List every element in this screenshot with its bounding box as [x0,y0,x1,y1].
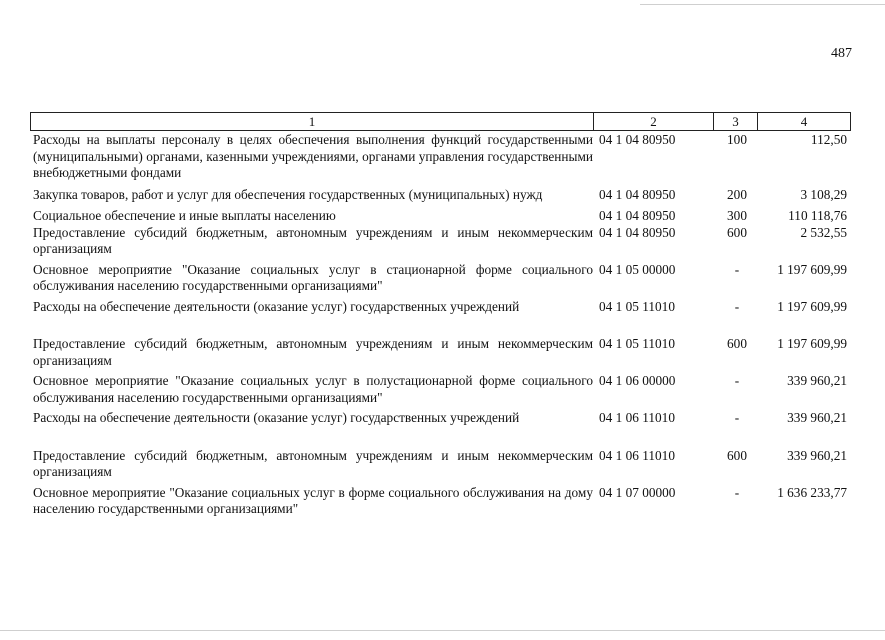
row-code: 04 1 06 11010 [599,447,675,463]
table-row [30,410,850,427]
row-amount: 2 532,55 [800,224,847,240]
row-amount: 1 197 609,99 [777,298,847,314]
row-description: Расходы на выплаты персоналу в целях обеспечения выполнения функций государственными (муниципальными) органами, казенными учреждениями, органами управления государственными внебюджетными фондами [33,132,593,180]
row-description: Расходы на обеспечение деятельности (оказание услуг) государственных учреждений [33,410,520,425]
row-type: 200 [727,186,747,202]
row-code: 04 1 04 80950 [599,208,676,223]
table-row [30,373,850,406]
row-type: - [734,484,740,500]
table-body [30,132,850,518]
row-description: Основное мероприятие "Оказание социальных услуг в полустационарной форме социального обслуживания населению государственными организациями" [33,373,593,405]
row-description: Предоставление субсидий бюджетным, автономным учреждениям и иным некоммерческим организациям [33,224,593,256]
table-row [30,299,850,316]
row-description: Закупка товаров, работ и услуг для обеспечения государственных (муниципальных) нужд [33,186,543,202]
table-row [30,132,850,182]
row-amount: 339 960,21 [787,373,847,388]
row-type: 600 [727,336,747,351]
row-type: - [734,261,740,277]
table-row [30,336,850,369]
header-col-2: 2 [594,113,714,131]
row-amount: 112,50 [810,132,847,147]
header-col-3: 3 [714,113,758,131]
row-description: Предоставление субсидий бюджетным, автономным учреждениям и иным некоммерческим организациям [33,447,593,479]
row-code: 04 1 04 80950 [599,186,676,202]
scan-artifact-bottom [0,630,885,631]
row-description: Социальное обеспечение и иные выплаты населению [33,208,336,223]
row-type: - [734,298,740,314]
header-col-4: 4 [758,113,851,131]
row-description: Основное мероприятие "Оказание социальных услуг в стационарной форме социального обслуживания населению государственными организациями" [33,261,593,293]
row-amount: 339 960,21 [787,410,847,425]
row-type: 600 [727,447,747,463]
row-description: Расходы на обеспечение деятельности (оказание услуг) государственных учреждений [33,298,520,314]
table-row [30,187,850,204]
row-amount: 339 960,21 [787,447,847,463]
row-code: 04 1 04 80950 [599,132,676,147]
page-number: 487 [831,46,852,61]
row-type: - [734,410,740,425]
row-code: 04 1 07 00000 [599,484,676,500]
row-type: 100 [727,132,747,147]
row-code: 04 1 05 11010 [599,336,675,351]
table-row [30,208,850,225]
row-amount: 110 118,76 [788,208,847,223]
row-type: 600 [727,224,747,240]
row-description: Предоставление субсидий бюджетным, автономным учреждениям и иным некоммерческим организациям [33,336,593,368]
table-header [30,112,851,131]
header-col-1: 1 [31,113,594,131]
scan-artifact-top [640,4,885,5]
header-row [31,113,851,131]
table-row [30,448,850,481]
row-code: 04 1 06 11010 [599,410,675,425]
row-type: - [734,373,740,388]
table-row [30,262,850,295]
table-row [30,485,850,518]
row-description: Основное мероприятие "Оказание социальных услуг в форме социального обслуживания на дому населению государственными организациями" [33,484,593,516]
row-code: 04 1 05 11010 [599,298,675,314]
row-code: 04 1 05 00000 [599,261,676,277]
row-code: 04 1 06 00000 [599,373,676,388]
row-amount: 1 636 233,77 [777,484,847,500]
row-amount: 1 197 609,99 [777,336,847,351]
row-amount: 3 108,29 [800,186,847,202]
table-row [30,225,850,258]
row-code: 04 1 04 80950 [599,224,676,240]
row-type: 300 [727,208,747,223]
row-amount: 1 197 609,99 [777,261,847,277]
